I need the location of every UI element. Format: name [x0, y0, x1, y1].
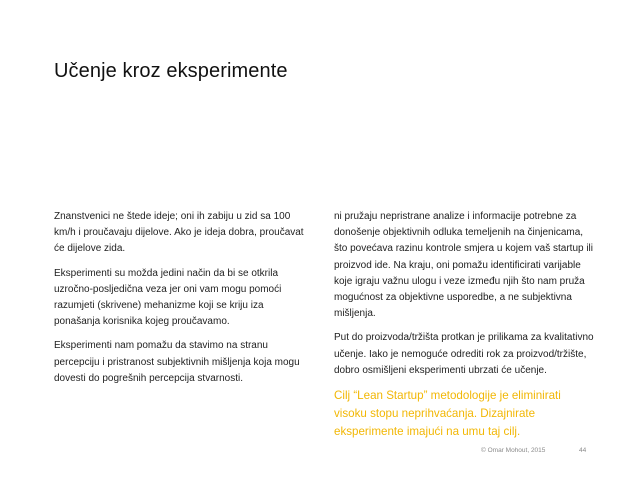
copyright-notice: © Omar Mohout, 2015	[481, 447, 546, 454]
left-paragraph-1: Znanstvenici ne štede ideje; oni ih zabiju u zid sa 100 km/h i proučavaju dijelove. Ako je ideja dobra, proučavat će dijelove zida.	[54, 211, 304, 255]
highlight-quote: Cilj “Lean Startup” metodologije je eliminirati visoku stopu neprihvaćanja. Dizajnirate eksperimente imajući na umu taj cilj.	[334, 389, 561, 439]
right-paragraph-1: ni pružaju nepristrane analize i informacije potrebne za donošenje objektivnih odluka temeljenih na činjenicama, što povećava razinu kontrole smjera u kojem vaš startup ili proizvod ide. Na kraju, oni pomažu identificirati varijable koje igraju važnu ulogu i veze između njih što nam pruža mogućnost za objektivne usporedbe, a ne subjektivna mišljenja.	[334, 211, 594, 320]
slide-title: Učenje kroz eksperimente	[54, 60, 288, 82]
left-column	[54, 209, 309, 395]
right-paragraph-2: Put do proizvoda/tržišta protkan je prilikama za kvalitativno učenje. Iako je nemoguće odrediti rok za proizvod/tržište, dobro osmišljeni eksperimenti ubrzati će učenje.	[334, 332, 594, 376]
right-column	[334, 209, 596, 449]
left-paragraph-2: Eksperimenti su možda jedini način da bi se otkrila uzročno-posljedična veza jer oni vam mogu pomoći razumjeti (skrivene) mehanizme koji se kriju iza ponašanja korisnika kojeg proučavamo.	[54, 267, 282, 328]
left-paragraph-3: Eksperimenti nam pomažu da stavimo na stranu percepciju i pristranost subjektivnih mišljenja koja mogu dovesti do pogrešnih percepcija stvarnosti.	[54, 340, 300, 384]
page-number: 44	[579, 447, 587, 454]
